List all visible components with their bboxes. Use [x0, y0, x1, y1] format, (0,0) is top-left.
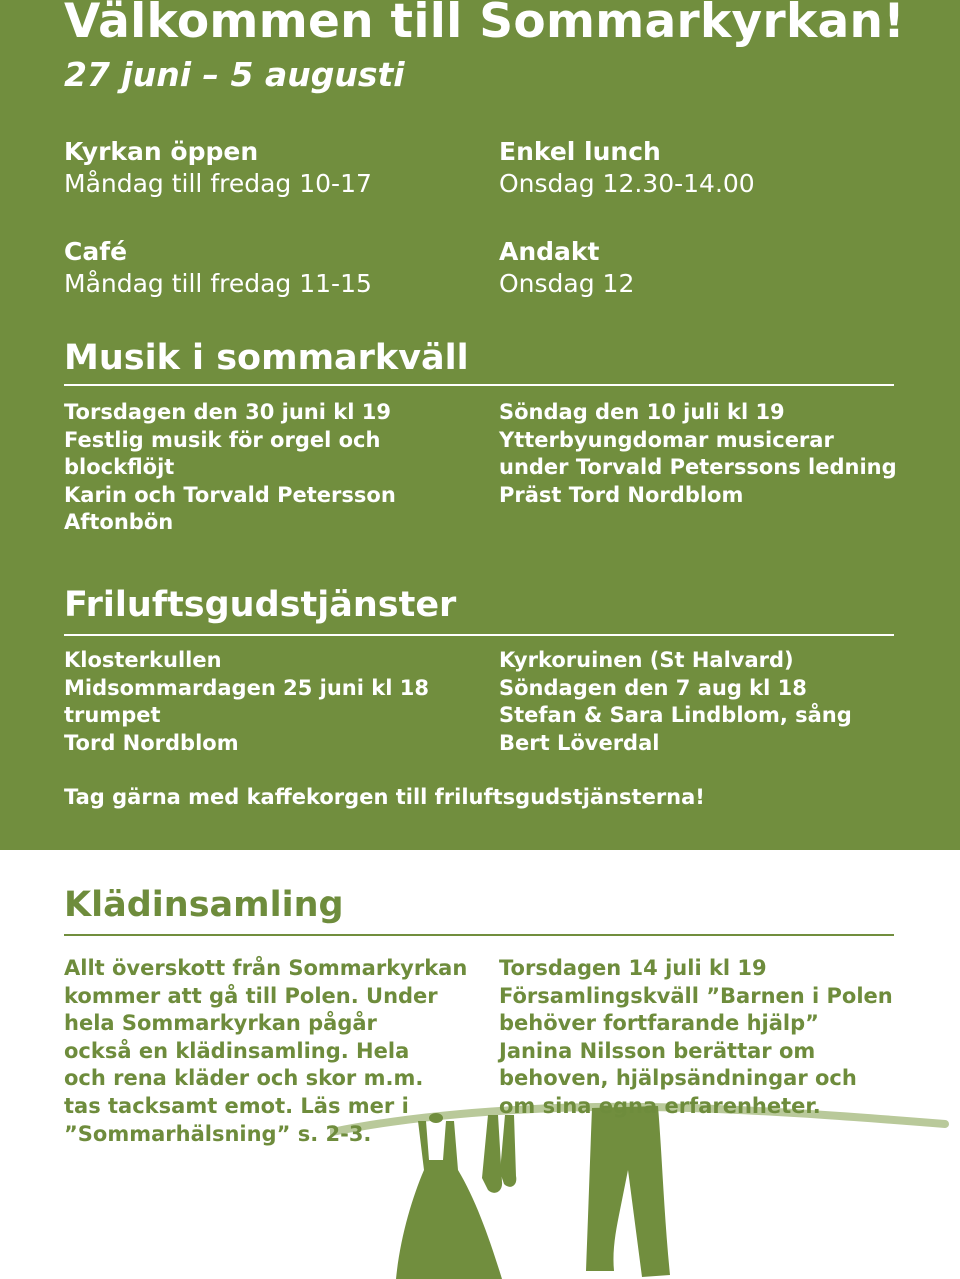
date-range: 27 juni – 5 augusti: [64, 55, 405, 94]
outdoor-heading: Friluftsgudstjänster: [64, 585, 457, 625]
cafe-label: Café: [64, 237, 128, 266]
cafe-hours: Måndag till fredag 11-15: [64, 269, 372, 298]
page-title: Välkommen till Sommarkyrkan!: [64, 0, 906, 49]
devotion-hours: Onsdag 12: [499, 269, 635, 298]
music-divider: [64, 384, 894, 386]
lunch-label: Enkel lunch: [499, 137, 661, 166]
coffee-note: Tag gärna med kaffekorgen till friluftsgudstjänsterna!: [64, 785, 705, 809]
sock-icon: [482, 1115, 516, 1193]
trousers-icon: [586, 1106, 670, 1277]
music-heading: Musik i sommarkväll: [64, 338, 469, 378]
parish-evening-text: Torsdagen 14 juli kl 19 Församlingskväll ”Barnen i Polen behöver fortfarande hjälp” Janina Nilsson berättar om behoven, hjälpsändningar och om sina egna erfarenheter.: [499, 956, 893, 1118]
music-event-2: Söndag den 10 juli kl 19 Ytterbyungdomar musicerar under Torvald Peterssons ledning Präst Tord Nordblom: [499, 400, 897, 507]
outdoor-service-1: Klosterkullen Midsommardagen 25 juni kl 18 trumpet Tord Nordblom: [64, 648, 429, 755]
lunch-hours: Onsdag 12.30-14.00: [499, 169, 755, 198]
music-event-1: Torsdagen den 30 juni kl 19 Festlig musik för orgel och blockflöjt Karin och Torvald Petersson Aftonbön: [64, 400, 396, 535]
church-open-label: Kyrkan öppen: [64, 137, 259, 166]
church-open-hours: Måndag till fredag 10-17: [64, 169, 372, 198]
outdoor-divider: [64, 634, 894, 636]
devotion-label: Andakt: [499, 237, 600, 266]
outdoor-service-2: Kyrkoruinen (St Halvard) Söndagen den 7 aug kl 18 Stefan & Sara Lindblom, sång Bert Löverdal: [499, 648, 852, 755]
clothes-collection-text: Allt överskott från Sommarkyrkan kommer att gå till Polen. Under hela Sommarkyrkan pågår också en klädinsamling. Hela och rena kläder och skor m.m. tas tacksamt emot. Läs mer i ”Sommarhälsning” s. 2-3.: [64, 956, 468, 1146]
clothes-divider: [64, 934, 894, 936]
clothes-heading: Klädinsamling: [64, 885, 344, 925]
